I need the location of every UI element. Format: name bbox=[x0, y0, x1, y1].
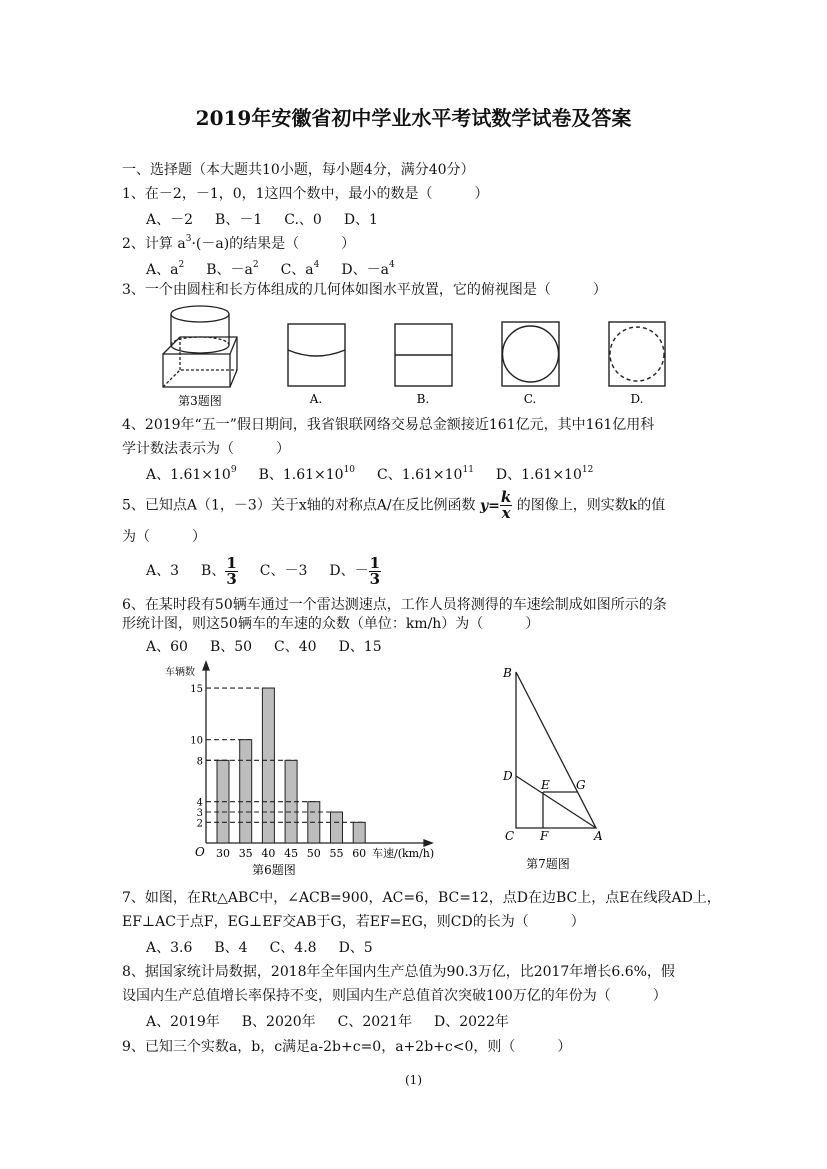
stem-text: 5、已知点A（1，－3）关于x轴的对称点A/在反比例函数 bbox=[122, 497, 476, 514]
bar bbox=[240, 740, 252, 843]
question-9: 9、已知三个实数a，b，c满足a-2b+c=0，a+2b+c<0，则（ ） bbox=[122, 1039, 572, 1055]
bar bbox=[331, 812, 343, 843]
question-1: 1、在－2，－1，0，1这四个数中，最小的数是（ ） bbox=[122, 186, 489, 202]
page-title: 2019年安徽省初中学业水平考试数学试卷及答案 bbox=[195, 106, 632, 130]
option: D、$-a^4$ bbox=[341, 260, 395, 278]
option: A、60 bbox=[146, 639, 188, 655]
option: C、$1.61\times 10^{11}$ bbox=[377, 465, 474, 483]
question-4-line-1: 4、2019年“五一”假日期间，我省银联网络交易总金额接近161亿元，其中161亿用科 bbox=[122, 417, 655, 433]
y-tick-label: 2 bbox=[196, 818, 203, 830]
x-tick-label: 30 bbox=[216, 847, 230, 860]
question-7-line-2: EF⊥AC于点F，EG⊥EF交AB于G，若EF=EG，则CD的长为（ ） bbox=[122, 914, 585, 930]
option: A、2019年 bbox=[146, 1014, 220, 1030]
option: B、$-a^2$ bbox=[206, 260, 259, 278]
point-c: C bbox=[505, 829, 515, 843]
bar bbox=[353, 822, 365, 843]
y-tick-label: 4 bbox=[196, 797, 203, 809]
x-tick-label: 40 bbox=[261, 847, 276, 860]
y-tick-label: 10 bbox=[190, 735, 203, 747]
option: B、50 bbox=[209, 639, 253, 655]
x-tick-label: 50 bbox=[306, 847, 321, 860]
option: C、$a^4$ bbox=[280, 260, 320, 278]
point-b: B bbox=[503, 666, 512, 680]
x-axis-label: 车速/(km/h) bbox=[372, 847, 435, 860]
section-heading: 一、选择题（本大题共10小题，每小题4分，满分40分） bbox=[122, 162, 475, 178]
option: C、2021年 bbox=[337, 1014, 413, 1030]
question-3: 3、一个由圆柱和长方体组成的几何体如图水平放置，它的俯视图是（ ） bbox=[122, 282, 607, 298]
x-tick-label: 35 bbox=[238, 847, 253, 860]
option: B、2020年 bbox=[241, 1014, 316, 1030]
x-tick-label: 60 bbox=[352, 847, 367, 860]
question-6-line-1: 6、在某时段有50辆车通过一个雷达测速点，工作人员将测得的车速绘制成如图所示的条 bbox=[122, 597, 667, 613]
option: D、15 bbox=[338, 639, 382, 655]
label-d: D. bbox=[630, 392, 644, 406]
formula: y= $\frac{k}{x}$ bbox=[480, 488, 512, 522]
page-number: (1) bbox=[405, 1073, 422, 1087]
option: A、3.6 bbox=[146, 940, 193, 956]
y-tick-label: 3 bbox=[196, 808, 203, 820]
question-8-options bbox=[146, 1013, 531, 1031]
point-e: E bbox=[541, 778, 550, 792]
question-5-line-2: 为（ ） bbox=[122, 529, 206, 545]
option: B、－1 bbox=[215, 212, 263, 228]
y-tick-label: 15 bbox=[190, 684, 203, 696]
x-tick-label: 45 bbox=[284, 847, 299, 860]
question-7-line-1: 7、如图，在Rt△ABC中，∠ACB=900，AC=6，BC=12，点D在边BC上，点E在线段AD上， bbox=[122, 890, 721, 906]
label-a: A. bbox=[309, 392, 323, 406]
x-tick-label: 55 bbox=[329, 847, 344, 860]
stem-text: 的图像上，则实数k的值 bbox=[516, 497, 666, 514]
point-d: D bbox=[503, 769, 513, 783]
label-b: B. bbox=[416, 392, 430, 406]
option: D、1 bbox=[343, 212, 378, 228]
question-4-line-2: 学计数法表示为（ ） bbox=[122, 441, 290, 457]
point-f: F bbox=[540, 829, 549, 843]
point-g: G bbox=[576, 778, 586, 792]
option: A、－2 bbox=[146, 212, 194, 228]
y-axis-label: 车辆数 bbox=[165, 667, 195, 678]
stem-text: 2、计算 a bbox=[122, 236, 186, 252]
label-c: C. bbox=[523, 392, 537, 406]
stem-text: ·(－a)的结果是（ ） bbox=[191, 236, 356, 252]
option: A、$a^2$ bbox=[146, 260, 185, 278]
question-8-line-1: 8、据国家统计局数据，2018年全年国内生产总值为90.3万亿，比2017年增长6.6%，假 bbox=[122, 964, 675, 980]
question-6-line-2: 形统计图，则这50辆车的车速的众数（单位：km/h）为（ ） bbox=[122, 616, 540, 632]
option: D、－ $\frac{1}{3}$ bbox=[329, 553, 381, 588]
question-8-line-2: 设国内生产总值增长率保持不变，则国内生产总值首次突破100万亿的年份为（ ） bbox=[122, 988, 667, 1004]
option: B、$1.61\times 10^{10}$ bbox=[258, 465, 356, 483]
option: B、4 bbox=[214, 940, 248, 956]
point-a: A bbox=[594, 829, 603, 843]
option: C、－3 bbox=[259, 563, 308, 579]
origin-label: O bbox=[195, 845, 205, 859]
figure-3-caption: 第3题图 bbox=[178, 394, 222, 408]
option: D、$1.61\times 10^{12}$ bbox=[495, 465, 594, 483]
option: D、5 bbox=[338, 940, 373, 956]
y-axis-arrow-icon bbox=[203, 662, 209, 670]
option: C、4.8 bbox=[269, 940, 317, 956]
triangle-figure bbox=[516, 672, 596, 828]
figure-7-caption: 第7题图 bbox=[526, 857, 570, 871]
bar bbox=[262, 688, 274, 843]
option: A、3 bbox=[146, 563, 180, 579]
option: C、40 bbox=[274, 639, 317, 655]
option: A、$1.61\times 10^9$ bbox=[146, 465, 237, 483]
y-tick-label: 8 bbox=[196, 756, 203, 768]
option: B、 $\frac{1}{3}$ bbox=[201, 553, 237, 588]
exponent: 3 bbox=[185, 234, 192, 244]
x-axis-arrow-icon bbox=[424, 840, 432, 846]
chart-caption: 第6题图 bbox=[252, 863, 296, 877]
option: C.、0 bbox=[284, 212, 322, 228]
option: D、2022年 bbox=[434, 1014, 509, 1030]
question-7-options bbox=[146, 939, 395, 957]
